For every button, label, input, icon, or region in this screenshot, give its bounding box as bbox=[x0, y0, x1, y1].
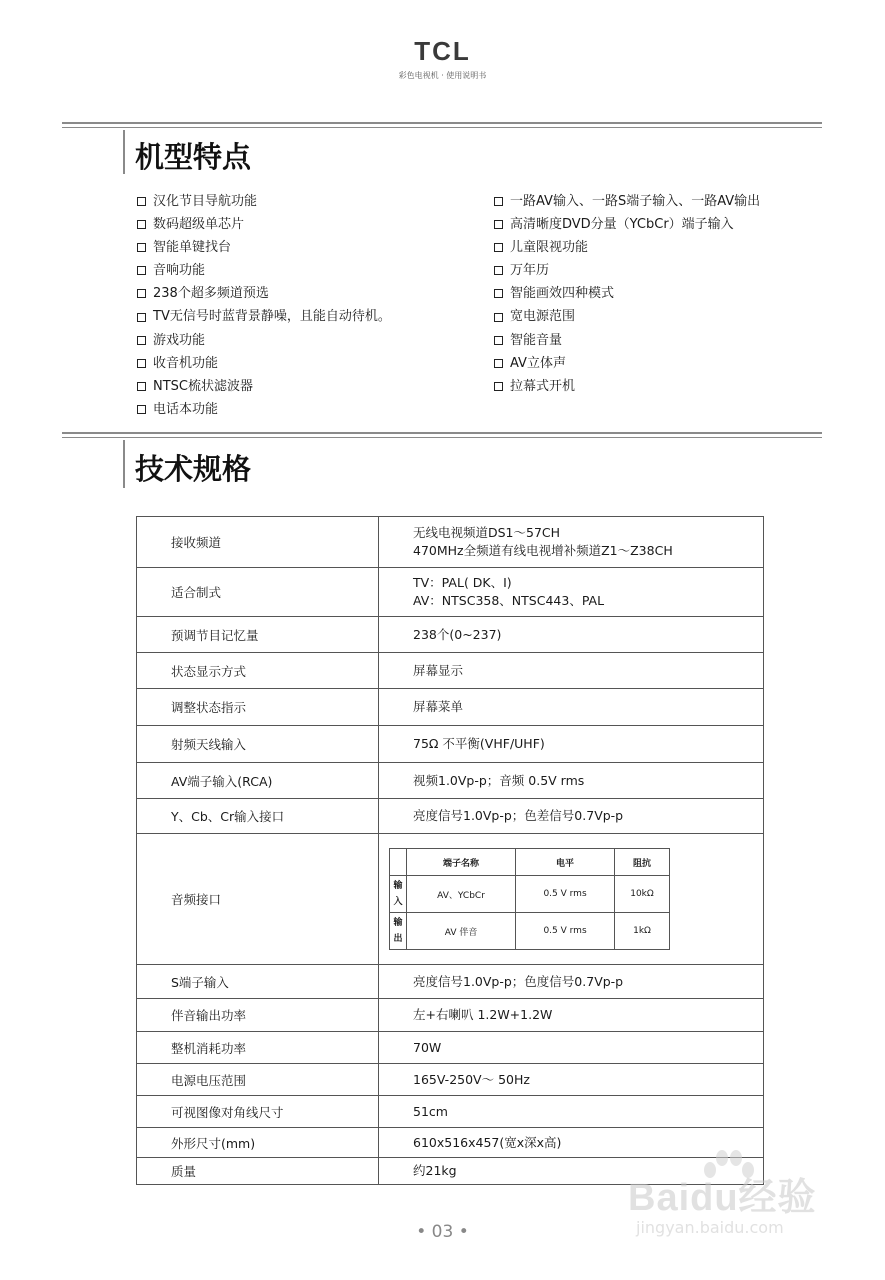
output-label: 输出 bbox=[390, 913, 407, 950]
spec-key: 接收频道 bbox=[137, 517, 379, 568]
spec-value: TV：PAL( DK、I) AV：NTSC358、NTSC443、PAL bbox=[379, 568, 764, 617]
page-header bbox=[0, 36, 885, 81]
table-row bbox=[390, 913, 670, 950]
checkbox-icon bbox=[137, 266, 146, 275]
section-divider bbox=[62, 122, 822, 128]
feature-item: 宽电源范围 bbox=[494, 305, 760, 328]
page-number: • 03 • bbox=[416, 1222, 469, 1242]
spec-key: 音频接口 bbox=[137, 834, 379, 965]
table-cell: 0.5 V rms bbox=[516, 876, 615, 913]
spec-value: 70W bbox=[379, 1032, 764, 1064]
feature-item: 收音机功能 bbox=[137, 352, 391, 375]
title-bar bbox=[123, 130, 125, 174]
feature-item: NTSC梳状滤波器 bbox=[137, 375, 391, 398]
feature-item: 智能单键找台 bbox=[137, 236, 391, 259]
table-row bbox=[137, 689, 764, 726]
specs-title: 技术规格 bbox=[135, 452, 252, 486]
table-row bbox=[137, 965, 764, 999]
spec-key: 整机消耗功率 bbox=[137, 1032, 379, 1064]
feature-item: 智能画效四种模式 bbox=[494, 282, 760, 305]
header-subtitle: 彩色电视机 · 使用说明书 bbox=[398, 71, 487, 80]
table-row bbox=[137, 1032, 764, 1064]
checkbox-icon bbox=[494, 220, 503, 229]
spec-key: 调整状态指示 bbox=[137, 689, 379, 726]
spec-key: 可视图像对角线尺寸 bbox=[137, 1096, 379, 1128]
features-list-right bbox=[494, 190, 760, 398]
checkbox-icon bbox=[137, 289, 146, 298]
table-cell: AV 伴音 bbox=[407, 913, 516, 950]
feature-item: 儿童限视功能 bbox=[494, 236, 760, 259]
feature-item: 万年历 bbox=[494, 259, 760, 282]
input-label: 输入 bbox=[390, 876, 407, 913]
feature-item: 拉幕式开机 bbox=[494, 375, 760, 398]
table-row bbox=[137, 1096, 764, 1128]
spec-key: 伴音输出功率 bbox=[137, 999, 379, 1032]
spec-table bbox=[136, 516, 764, 1185]
table-row bbox=[137, 763, 764, 799]
table-row bbox=[137, 653, 764, 689]
checkbox-icon bbox=[494, 336, 503, 345]
table-cell: 10kΩ bbox=[615, 876, 670, 913]
table-row bbox=[137, 568, 764, 617]
spec-key: S端子输入 bbox=[137, 965, 379, 999]
table-cell: 0.5 V rms bbox=[516, 913, 615, 950]
checkbox-icon bbox=[137, 405, 146, 414]
spec-key: 预调节目记忆量 bbox=[137, 617, 379, 653]
table-row bbox=[137, 834, 764, 965]
spec-value: 238个(0~237) bbox=[379, 617, 764, 653]
feature-item: AV立体声 bbox=[494, 352, 760, 375]
table-row bbox=[137, 726, 764, 763]
checkbox-icon bbox=[494, 289, 503, 298]
spec-key: 适合制式 bbox=[137, 568, 379, 617]
checkbox-icon bbox=[137, 197, 146, 206]
checkbox-icon bbox=[494, 382, 503, 391]
spec-value: 165V-250V～ 50Hz bbox=[379, 1064, 764, 1096]
checkbox-icon bbox=[137, 336, 146, 345]
checkbox-icon bbox=[137, 220, 146, 229]
feature-item: 智能音量 bbox=[494, 329, 760, 352]
spec-value: 75Ω 不平衡(VHF/UHF) bbox=[379, 726, 764, 763]
table-header: 阻抗 bbox=[615, 849, 670, 876]
feature-item: 238个超多频道预选 bbox=[137, 282, 391, 305]
table-row bbox=[137, 999, 764, 1032]
spec-value bbox=[379, 834, 764, 965]
checkbox-icon bbox=[494, 197, 503, 206]
table-cell: AV、YCbCr bbox=[407, 876, 516, 913]
features-title: 机型特点 bbox=[135, 140, 252, 174]
feature-item: 汉化节目导航功能 bbox=[137, 190, 391, 213]
feature-item: 一路AV输入、一路S端子输入、一路AV输出 bbox=[494, 190, 760, 213]
watermark-url: jingyan.baidu.com bbox=[636, 1218, 784, 1237]
spec-key: AV端子输入(RCA) bbox=[137, 763, 379, 799]
feature-item: 音响功能 bbox=[137, 259, 391, 282]
checkbox-icon bbox=[494, 243, 503, 252]
table-cell: 1kΩ bbox=[615, 913, 670, 950]
feature-item: 高清晰度DVD分量（YCbCr）端子输入 bbox=[494, 213, 760, 236]
table-row bbox=[137, 799, 764, 834]
checkbox-icon bbox=[137, 243, 146, 252]
checkbox-icon bbox=[137, 382, 146, 391]
features-list-left bbox=[137, 190, 391, 421]
watermark-brand: Baidu经验 bbox=[628, 1177, 817, 1219]
spec-value: 屏幕显示 bbox=[379, 653, 764, 689]
checkbox-icon bbox=[137, 359, 146, 368]
table-row bbox=[137, 617, 764, 653]
spec-value: 屏幕菜单 bbox=[379, 689, 764, 726]
baidu-watermark bbox=[628, 1148, 838, 1248]
spec-value: 51cm bbox=[379, 1096, 764, 1128]
tcl-logo: TCL bbox=[414, 36, 471, 66]
spec-value: 亮度信号1.0Vp-p；色度信号0.7Vp-p bbox=[379, 965, 764, 999]
spec-key: 质量 bbox=[137, 1158, 379, 1185]
spec-value: 亮度信号1.0Vp-p；色差信号0.7Vp-p bbox=[379, 799, 764, 834]
table-row bbox=[137, 517, 764, 568]
audio-interface-table bbox=[389, 848, 670, 950]
spec-value: 无线电视频道DS1～57CH 470MHz全频道有线电视增补频道Z1～Z38CH bbox=[379, 517, 764, 568]
feature-item: 游戏功能 bbox=[137, 329, 391, 352]
spec-key: 射频天线输入 bbox=[137, 726, 379, 763]
table-row bbox=[137, 1064, 764, 1096]
table-header: 电平 bbox=[516, 849, 615, 876]
spec-key: 外形尺寸(mm) bbox=[137, 1128, 379, 1158]
spec-value: 视频1.0Vp-p；音频 0.5V rms bbox=[379, 763, 764, 799]
checkbox-icon bbox=[494, 313, 503, 322]
checkbox-icon bbox=[494, 359, 503, 368]
spec-key: 电源电压范围 bbox=[137, 1064, 379, 1096]
checkbox-icon bbox=[137, 313, 146, 322]
section-divider bbox=[62, 432, 822, 438]
table-row bbox=[390, 849, 670, 876]
spec-value: 610x516x457(宽x深x高) bbox=[379, 1128, 764, 1158]
table-header: 端子名称 bbox=[407, 849, 516, 876]
spec-value: 左+右喇叭 1.2W+1.2W bbox=[379, 999, 764, 1032]
spec-value: 约21kg bbox=[379, 1158, 764, 1185]
spec-key: 状态显示方式 bbox=[137, 653, 379, 689]
table-row bbox=[390, 876, 670, 913]
feature-item: 数码超级单芯片 bbox=[137, 213, 391, 236]
feature-item: 电话本功能 bbox=[137, 398, 391, 421]
feature-item: TV无信号时蓝背景静噪，且能自动待机。 bbox=[137, 305, 391, 328]
title-bar bbox=[123, 440, 125, 488]
spec-key: Y、Cb、Cr输入接口 bbox=[137, 799, 379, 834]
checkbox-icon bbox=[494, 266, 503, 275]
